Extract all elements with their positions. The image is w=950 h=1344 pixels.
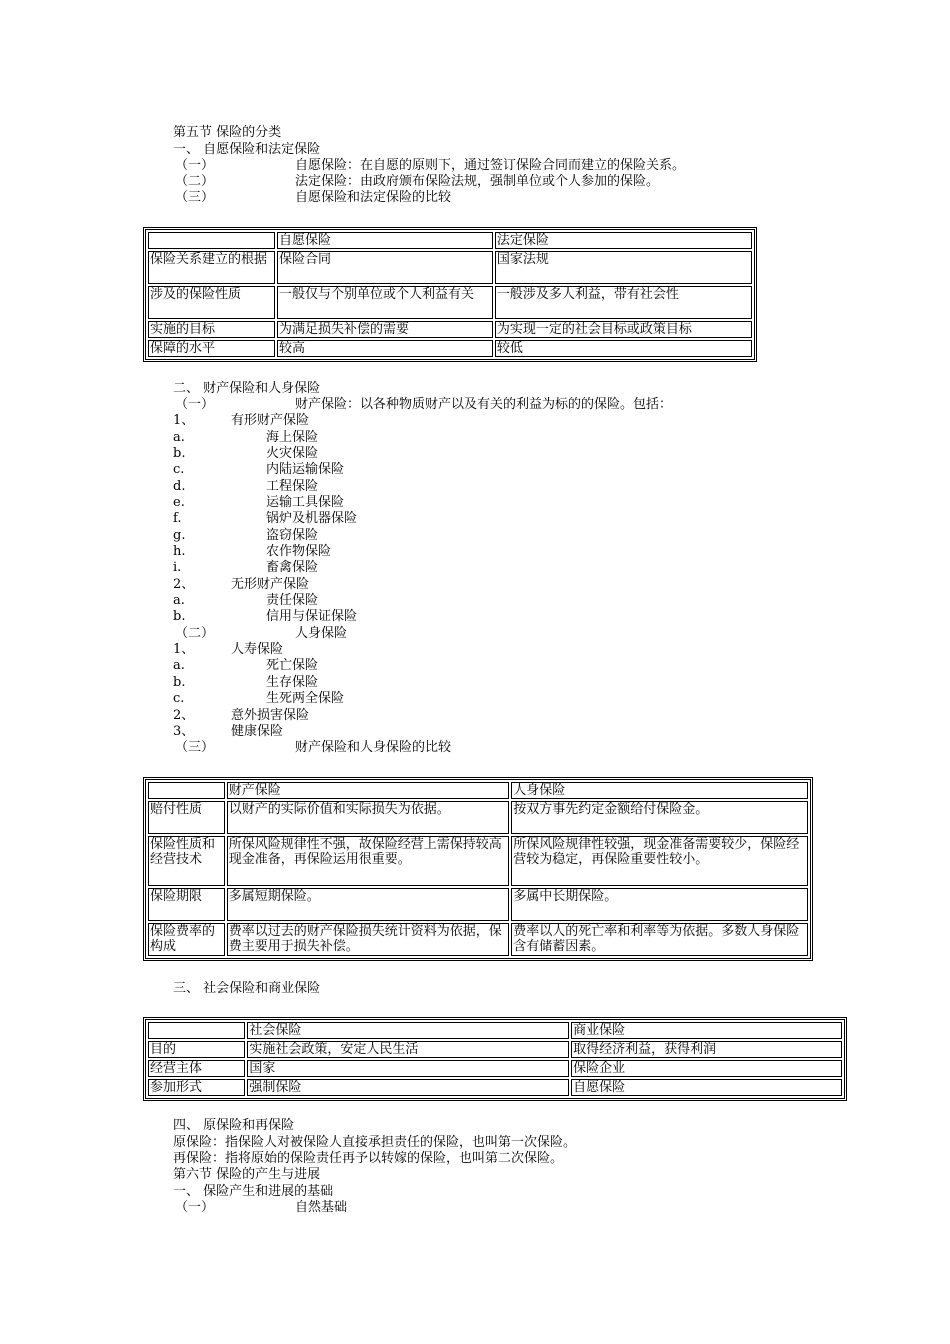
table-cell: 自愿保险 <box>571 1079 842 1096</box>
list-item-num: （三） <box>175 740 215 755</box>
table-cell: 财产保险 <box>227 782 510 799</box>
list-item-num: a. <box>173 430 185 445</box>
list-item-num: 2、 <box>173 577 195 592</box>
table-row <box>148 1041 842 1058</box>
list-item-num: a. <box>173 593 185 608</box>
table-cell: 自愿保险 <box>277 232 493 249</box>
list-item-num: c. <box>173 462 185 477</box>
table-cell: 人身保险 <box>511 782 808 799</box>
list-item-num: e. <box>173 495 185 510</box>
heading-foundation: 一、 保险产生和进展的基础 <box>173 1184 334 1199</box>
table-cell: 强制保险 <box>247 1079 569 1096</box>
table-row <box>148 1060 842 1077</box>
table-header-row <box>148 232 752 249</box>
comparison-table-property-personal <box>145 779 811 959</box>
table-row <box>148 340 752 357</box>
table-cell: 一般仅与个别单位或个人利益有关 <box>277 286 493 319</box>
table-row <box>148 923 808 956</box>
table-cell: 按双方事先约定金额给付保险金。 <box>511 801 808 834</box>
table-cell <box>148 782 225 799</box>
list-item-text: 自愿保险和法定保险的比较 <box>295 190 452 205</box>
list-item-num: （二） <box>175 174 215 189</box>
list-item-num: d. <box>173 479 186 494</box>
list-item-text: 死亡保险 <box>266 658 319 673</box>
table-cell: 为满足损失补偿的需要 <box>277 321 493 338</box>
list-item-text: 工程保险 <box>266 479 319 494</box>
list-item-text: 意外损害保险 <box>231 708 310 723</box>
table-cell <box>148 232 275 249</box>
list-item-text: 自愿保险：在自愿的原则下，通过签订保险合同而建立的保险关系。 <box>295 158 686 173</box>
definition-reinsurance: 再保险：指将原始的保险责任再予以转嫁的保险，也叫第二次保险。 <box>173 1151 564 1166</box>
list-item-text: 有形财产保险 <box>231 413 310 428</box>
list-item-num: a. <box>173 658 185 673</box>
list-item-num: g. <box>173 528 186 543</box>
list-item-text: 财产保险：以各种物质财产以及有关的利益为标的的保险。包括： <box>295 397 673 412</box>
list-item-text: 农作物保险 <box>266 544 332 559</box>
table-cell: 费率以人的死亡率和利率等为依据。多数人身保险含有储蓄因素。 <box>511 923 808 956</box>
list-item-num: b. <box>173 609 186 624</box>
table-cell: 费率以过去的财产保险损失统计资料为依据，保费主要用于损失补偿。 <box>227 923 510 956</box>
definition-original-insurance: 原保险：指保险人对被保险人直接承担责任的保险，也叫第一次保险。 <box>173 1135 577 1150</box>
table-cell: 实施社会政策，安定人民生活 <box>247 1041 569 1058</box>
table-cell: 保险费率的构成 <box>148 923 225 956</box>
list-item-num: 2、 <box>173 708 195 723</box>
list-item-text: 人寿保险 <box>231 642 284 657</box>
heading-social-commercial: 三、 社会保险和商业保险 <box>173 981 321 996</box>
table-cell: 多属短期保险。 <box>227 888 510 921</box>
section5-title: 第五节 保险的分类 <box>173 125 282 140</box>
table-cell: 为实现一定的社会目标或政策目标 <box>495 321 752 338</box>
table-cell: 赔付性质 <box>148 801 225 834</box>
table-row <box>148 888 808 921</box>
table-row <box>148 286 752 319</box>
table-cell: 保险期限 <box>148 888 225 921</box>
list-item-num: b. <box>173 675 186 690</box>
table-cell: 较高 <box>277 340 493 357</box>
table-cell: 取得经济利益，获得利润 <box>571 1041 842 1058</box>
list-item-num: f. <box>173 511 182 526</box>
table-cell: 参加形式 <box>148 1079 245 1096</box>
list-item-text: 生存保险 <box>266 675 319 690</box>
table-header-row <box>148 1022 842 1039</box>
list-item-num: （一） <box>175 158 215 173</box>
list-item-num: 1、 <box>173 413 195 428</box>
list-item-text: 内陆运输保险 <box>266 462 345 477</box>
table-row <box>148 251 752 284</box>
table-cell: 国家 <box>247 1060 569 1077</box>
list-item-text: 信用与保证保险 <box>266 609 358 624</box>
list-item-text: 责任保险 <box>266 593 319 608</box>
table-cell: 较低 <box>495 340 752 357</box>
list-item-text: 财产保险和人身保险的比较 <box>295 740 452 755</box>
list-item-text: 火灾保险 <box>266 446 319 461</box>
list-item-num: i. <box>173 560 182 575</box>
table-cell: 多属中长期保险。 <box>511 888 808 921</box>
list-item-num: （一） <box>175 397 215 412</box>
table-header-row <box>148 782 808 799</box>
heading-original-reinsurance: 四、 原保险和再保险 <box>173 1118 295 1133</box>
list-item-num: 1、 <box>173 642 195 657</box>
list-item-num: 3、 <box>173 724 195 739</box>
table-cell: 涉及的保险性质 <box>148 286 275 319</box>
table-cell: 法定保险 <box>495 232 752 249</box>
table-cell: 国家法规 <box>495 251 752 284</box>
table-cell: 所保风险规律性不强，故保险经营上需保持较高现金准备，再保险运用很重要。 <box>227 836 510 886</box>
table-cell: 目的 <box>148 1041 245 1058</box>
list-item-text: 锅炉及机器保险 <box>266 511 358 526</box>
table-cell: 社会保险 <box>247 1022 569 1039</box>
table-row <box>148 321 752 338</box>
table-row <box>148 801 808 834</box>
list-item-text: 自然基础 <box>295 1200 348 1215</box>
table-row <box>148 1079 842 1096</box>
list-item-num: （一） <box>175 1200 215 1215</box>
table-cell: 以财产的实际价值和实际损失为依据。 <box>227 801 510 834</box>
list-item-text: 畜禽保险 <box>266 560 319 575</box>
table-row <box>148 836 808 886</box>
table-cell: 保险合同 <box>277 251 493 284</box>
list-item-text: 健康保险 <box>231 724 284 739</box>
section6-title: 第六节 保险的产生与进展 <box>173 1167 321 1182</box>
table-cell: 保障的水平 <box>148 340 275 357</box>
heading-property-personal: 二、 财产保险和人身保险 <box>173 381 321 396</box>
list-item-text: 无形财产保险 <box>231 577 310 592</box>
list-item-num: （二） <box>175 626 215 641</box>
list-item-text: 人身保险 <box>295 626 348 641</box>
table-cell: 一般涉及多人利益，带有社会性 <box>495 286 752 319</box>
heading-voluntary-statutory: 一、 自愿保险和法定保险 <box>173 142 321 157</box>
comparison-table-voluntary-statutory <box>145 229 755 360</box>
list-item-num: c. <box>173 691 185 706</box>
table-cell <box>148 1022 245 1039</box>
table-cell: 保险性质和经营技术 <box>148 836 225 886</box>
list-item-num: h. <box>173 544 186 559</box>
table-cell: 所保风险规律性较强，现金准备需要较少，保险经营较为稳定，再保险重要性较小。 <box>511 836 808 886</box>
table-cell: 保险企业 <box>571 1060 842 1077</box>
list-item-text: 盗窃保险 <box>266 528 319 543</box>
list-item-num: b. <box>173 446 186 461</box>
list-item-text: 运输工具保险 <box>266 495 345 510</box>
list-item-text: 海上保险 <box>266 430 319 445</box>
list-item-num: （三） <box>175 190 215 205</box>
table-cell: 商业保险 <box>571 1022 842 1039</box>
table-cell: 实施的目标 <box>148 321 275 338</box>
table-cell: 经营主体 <box>148 1060 245 1077</box>
list-item-text: 法定保险：由政府颁布保险法规，强制单位或个人参加的保险。 <box>295 174 660 189</box>
comparison-table-social-commercial <box>145 1019 845 1099</box>
table-cell: 保险关系建立的根据 <box>148 251 275 284</box>
list-item-text: 生死两全保险 <box>266 691 345 706</box>
